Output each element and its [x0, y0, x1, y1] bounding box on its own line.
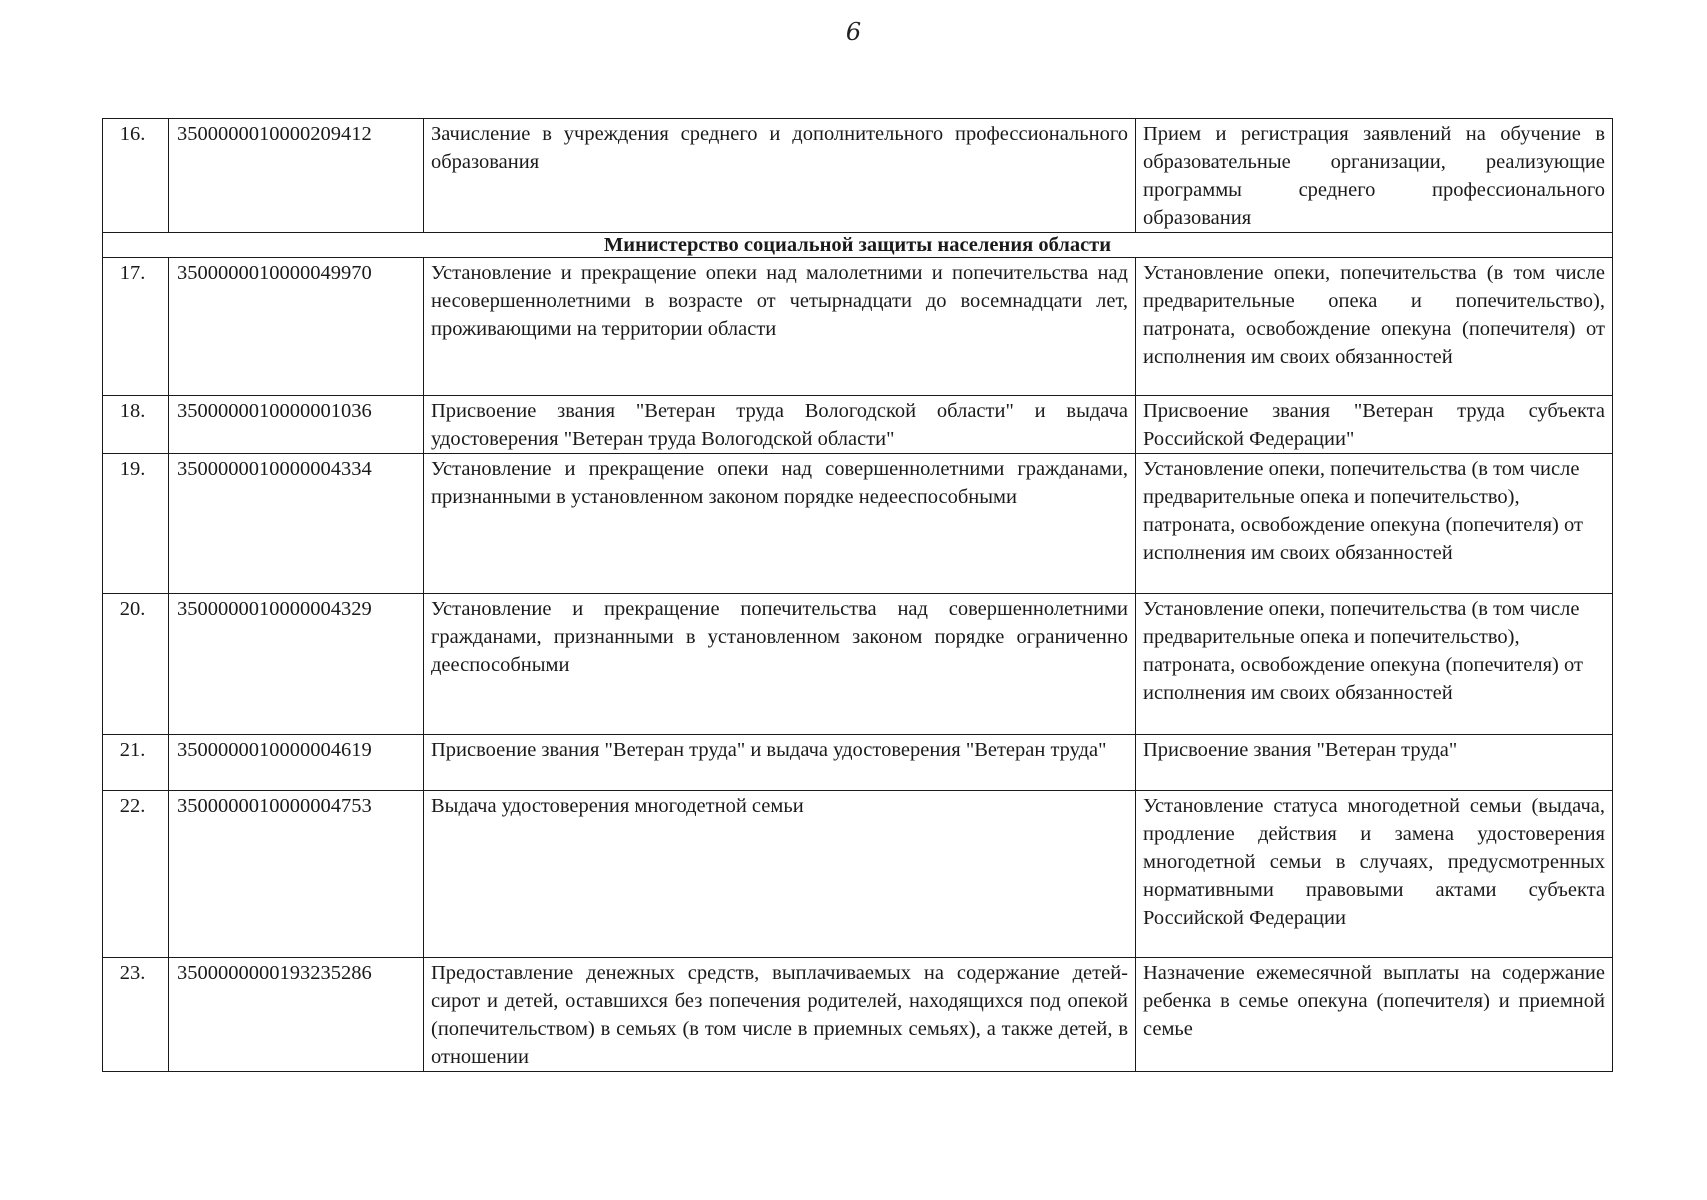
service-description: Установление опеки, попечительства (в том числе предварительные опека и попечительство), патроната, освобождение опекуна (попечителя) от исполнения им своих обязанностей	[1136, 258, 1613, 396]
row-number: 21.	[103, 735, 169, 791]
service-name: Зачисление в учреждения среднего и дополнительного профессионального образования	[424, 119, 1136, 233]
service-name: Присвоение звания "Ветеран труда Вологодской области" и выдача удостоверения "Ветеран труда Вологодской области"	[424, 396, 1136, 454]
service-code: 3500000010000209412	[169, 119, 424, 233]
service-code: 3500000010000004753	[169, 791, 424, 958]
service-description: Присвоение звания "Ветеран труда субъекта Российской Федерации"	[1136, 396, 1613, 454]
row-number: 22.	[103, 791, 169, 958]
services-table	[102, 118, 1613, 1072]
service-code: 3500000010000049970	[169, 258, 424, 396]
service-code: 3500000000193235286	[169, 958, 424, 1072]
table-row	[103, 958, 1613, 1072]
service-code: 3500000010000004619	[169, 735, 424, 791]
service-description: Прием и регистрация заявлений на обучение в образовательные организации, реализующие программы среднего профессионального образования	[1136, 119, 1613, 233]
table-row	[103, 791, 1613, 958]
table-row	[103, 454, 1613, 594]
table-row	[103, 735, 1613, 791]
service-name: Выдача удостоверения многодетной семьи	[424, 791, 1136, 958]
row-number: 17.	[103, 258, 169, 396]
service-name: Установление и прекращение опеки над совершеннолетними гражданами, признанными в установленном законом порядке недееспособными	[424, 454, 1136, 594]
service-description: Назначение ежемесячной выплаты на содержание ребенка в семье опекуна (попечителя) и приемной семье	[1136, 958, 1613, 1072]
service-name: Предоставление денежных средств, выплачиваемых на содержание детей-сирот и детей, оставшихся без попечения родителей, находящихся под опекой (попечительством) в семьях (в том числе в приемных семьях), а также детей, в отношении	[424, 958, 1136, 1072]
service-code: 3500000010000004334	[169, 454, 424, 594]
row-number: 20.	[103, 594, 169, 735]
service-description: Установление статуса многодетной семьи (выдача, продление действия и замена удостоверения многодетной семьи в случаях, предусмотренных нормативными правовыми актами субъекта Российской Федерации	[1136, 791, 1613, 958]
section-title: Министерство социальной защиты населения области	[103, 233, 1613, 258]
table-row	[103, 594, 1613, 735]
row-number: 23.	[103, 958, 169, 1072]
table-row	[103, 119, 1613, 233]
service-description: Присвоение звания "Ветеран труда"	[1136, 735, 1613, 791]
service-code: 3500000010000001036	[169, 396, 424, 454]
service-name: Установление и прекращение попечительства над совершеннолетними гражданами, признанными в установленном законом порядке ограниченно дееспособными	[424, 594, 1136, 735]
row-number: 19.	[103, 454, 169, 594]
service-description: Установление опеки, попечительства (в том числе предварительные опека и попечительство), патроната, освобождение опекуна (попечителя) от исполнения им своих обязанностей	[1136, 454, 1613, 594]
row-number: 16.	[103, 119, 169, 233]
service-name: Присвоение звания "Ветеран труда" и выдача удостоверения "Ветеран труда"	[424, 735, 1136, 791]
row-number: 18.	[103, 396, 169, 454]
table-row	[103, 258, 1613, 396]
page-number: 6	[845, 18, 862, 46]
service-code: 3500000010000004329	[169, 594, 424, 735]
section-row	[103, 233, 1613, 258]
table-row	[103, 396, 1613, 454]
service-description: Установление опеки, попечительства (в том числе предварительные опека и попечительство), патроната, освобождение опекуна (попечителя) от исполнения им своих обязанностей	[1136, 594, 1613, 735]
service-name: Установление и прекращение опеки над малолетними и попечительства над несовершеннолетними в возрасте от четырнадцати до восемнадцати лет, проживающими на территории области	[424, 258, 1136, 396]
